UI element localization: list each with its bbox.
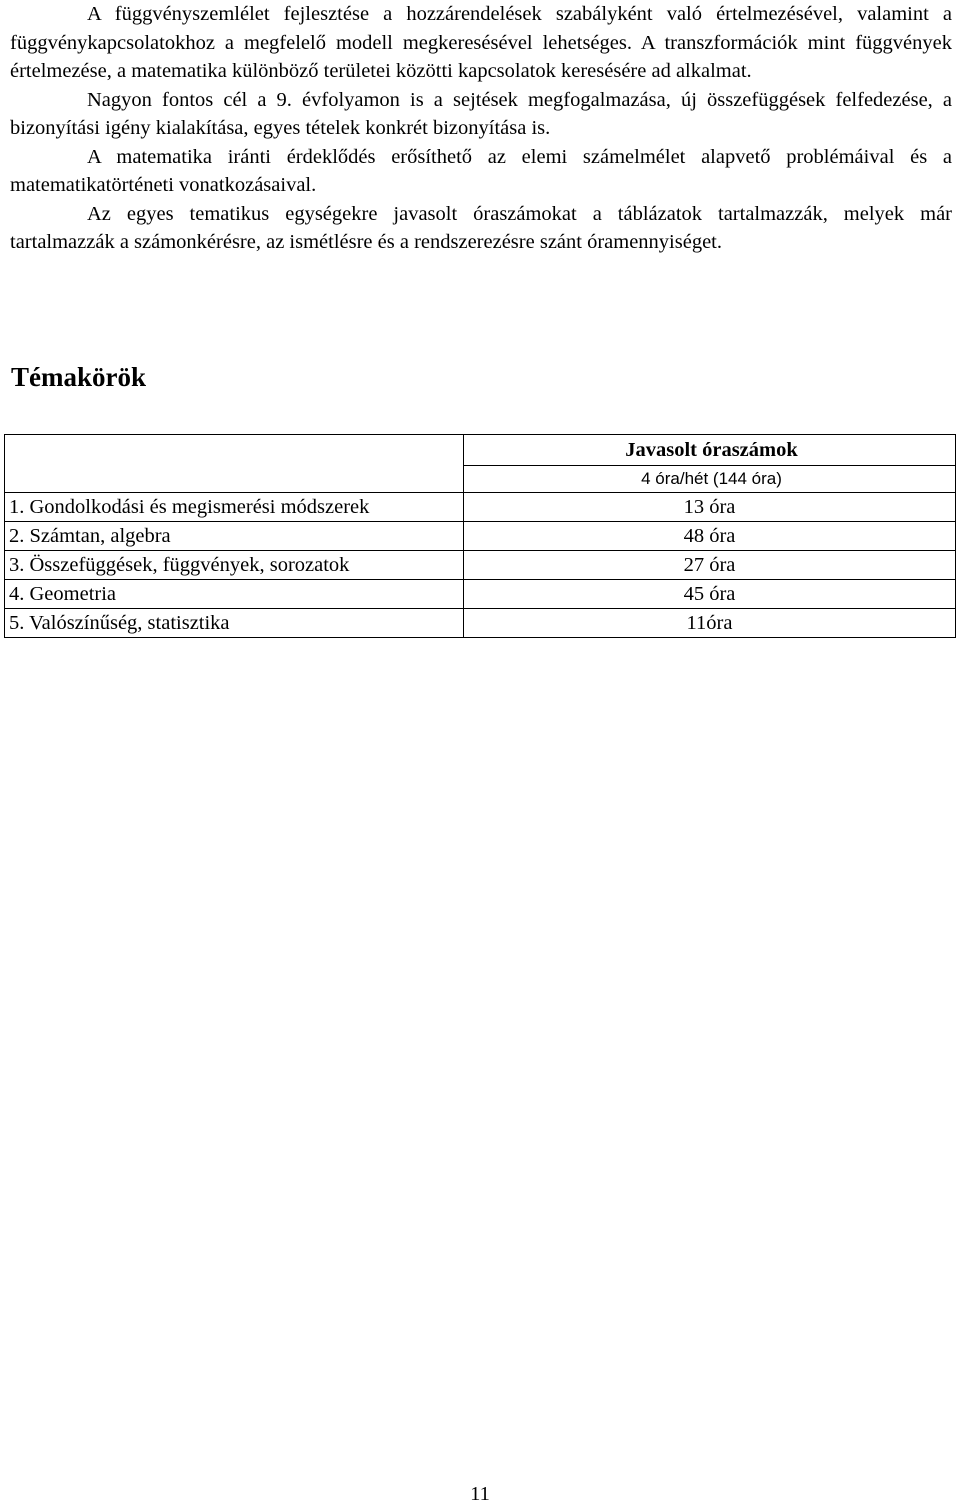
body-text — [10, 0, 952, 257]
table-row — [5, 522, 956, 551]
suggested-hours-title: Javasolt óraszámok — [625, 439, 798, 461]
table-header-subrow — [5, 466, 956, 493]
topic-cell: 4. Geometria — [5, 580, 464, 609]
table-row — [5, 609, 956, 638]
topic-cell: 2. Számtan, algebra — [5, 522, 464, 551]
table-row — [5, 580, 956, 609]
topics-table — [4, 434, 956, 638]
paragraph: A matematika iránti érdeklődés erősíthető az elemi számelmélet alapvető problémáival és a matematikatörténeti vonatkozásaival. — [10, 145, 952, 196]
hours-cell: 11óra — [464, 609, 956, 638]
paragraph: Az egyes tematikus egységekre javasolt óraszámokat a táblázatok tartalmazzák, melyek már tartalmazzák a számonkérésre, az ismétlésre és a rendszerezésre szánt óramennyiséget. — [10, 202, 952, 253]
table-row — [5, 493, 956, 522]
paragraph: Nagyon fontos cél a 9. évfolyamon is a sejtések megfogalmazása, új összefüggések felfedezése, a bizonyítási igény kialakítása, egyes tételek konkrét bizonyítása is. — [10, 88, 952, 139]
table-header-blank — [5, 435, 464, 466]
topic-cell: 3. Összefüggések, függvények, sorozatok — [5, 551, 464, 580]
hours-cell: 48 óra — [464, 522, 956, 551]
hours-cell: 45 óra — [464, 580, 956, 609]
table-row — [5, 551, 956, 580]
topic-cell: 1. Gondolkodási és megismerési módszerek — [5, 493, 464, 522]
paragraph: A függvényszemlélet fejlesztése a hozzárendelések szabályként való értelmezésével, valamint a függvénykapcsolatokhoz a megfelelő modell megkeresésével lehetséges. A transzformációk mint függvények értelmezése, a matematika különböző területei közötti kapcsolatok keresésére ad alkalmat. — [10, 3, 952, 82]
page-number: 11 — [470, 1483, 490, 1505]
hours-cell: 13 óra — [464, 493, 956, 522]
table-header-title — [464, 435, 956, 466]
section-heading: Témakörök — [11, 362, 146, 392]
table-header-row — [5, 435, 956, 466]
table-header-blank — [5, 466, 464, 493]
hours-cell: 27 óra — [464, 551, 956, 580]
table-header-subtitle — [464, 466, 956, 493]
weekly-hours-subtitle: 4 óra/hét (144 óra) — [641, 469, 782, 488]
topic-cell: 5. Valószínűség, statisztika — [5, 609, 464, 638]
